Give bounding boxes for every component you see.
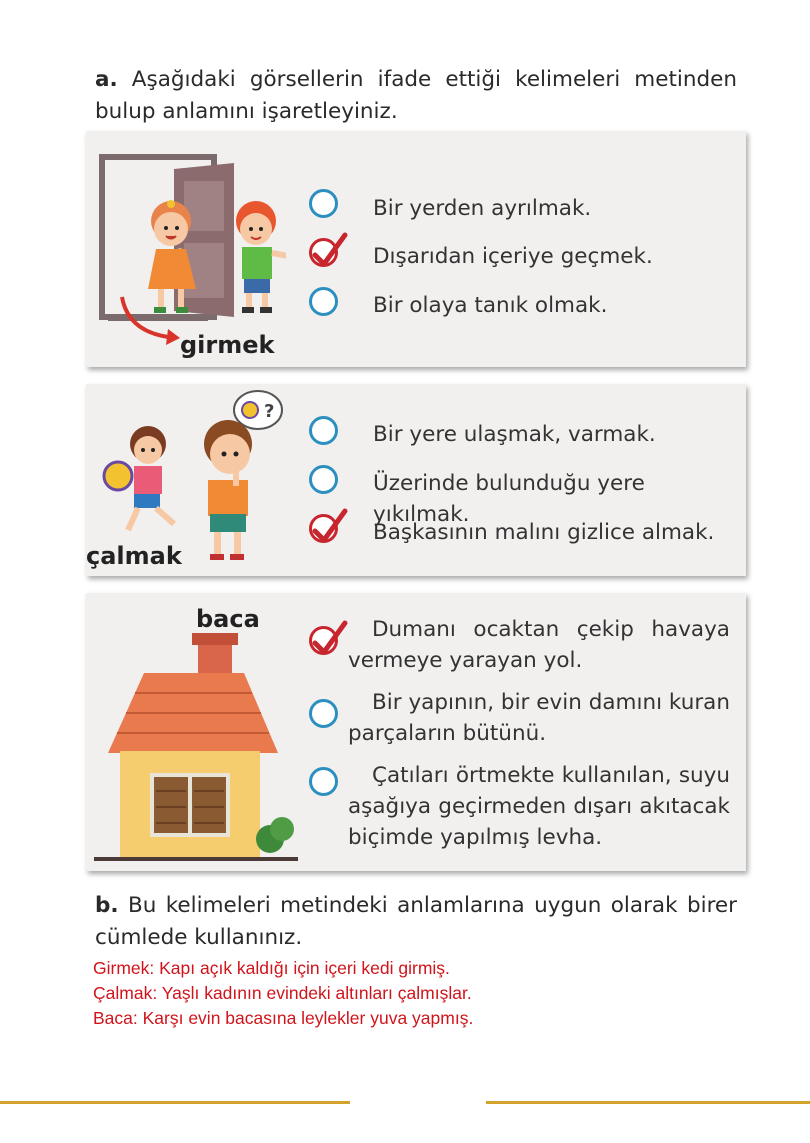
option-radio-checked[interactable] <box>309 238 338 267</box>
instruction-a <box>95 64 737 128</box>
option-radio-checked[interactable] <box>309 626 338 655</box>
card-baca <box>86 593 746 871</box>
option-radio[interactable] <box>309 465 338 494</box>
checkmark-icon <box>309 619 349 659</box>
option-label: Dumanı ocaktan çekip havaya vermeye yarayan yol. <box>348 617 730 673</box>
answer-line: Baca: Karşı evin bacasına leylekler yuva yapmış. <box>93 1008 474 1028</box>
option-radio[interactable] <box>309 767 338 796</box>
option-label: Başkasının malını gizlice almak. <box>373 520 715 545</box>
answer-line: Girmek: Kapı açık kaldığı için içeri kedi girmiş. <box>93 958 450 978</box>
answer-list <box>93 956 473 1031</box>
option-label: Bir olaya tanık olmak. <box>373 293 608 318</box>
house-illustration <box>86 593 306 871</box>
option-label: Bir yere ulaşmak, varmak. <box>373 422 656 447</box>
option-radio[interactable] <box>309 699 338 728</box>
word-girmek: girmek <box>180 331 275 359</box>
question-letter-a: a. <box>95 67 118 92</box>
option-label: Bir yerden ayrılmak. <box>373 196 592 221</box>
card-girmek <box>86 131 746 367</box>
checkmark-icon <box>309 231 349 271</box>
option-radio[interactable] <box>309 189 338 218</box>
instruction-b <box>95 890 737 954</box>
question-letter-b: b. <box>95 893 119 918</box>
card-calmak <box>86 384 746 576</box>
option-radio[interactable] <box>309 287 338 316</box>
option-label: Çatıları örtmekte kullanılan, suyu aşağıya geçirmeden dışarı akıtacak biçimde yapılmış levha. <box>348 763 730 850</box>
bottom-rule-left <box>0 1101 350 1104</box>
checkmark-icon <box>309 507 349 547</box>
word-calmak: çalmak <box>86 542 182 570</box>
word-baca: baca <box>196 605 260 633</box>
instruction-b-text: Bu kelimeleri metindeki anlamlarına uygun olarak birer cümlede kullanınız. <box>95 893 737 950</box>
answer-line: Çalmak: Yaşlı kadının evindeki altınları çalmışlar. <box>93 983 472 1003</box>
option-label: Dışarıdan içeriye geçmek. <box>373 244 653 269</box>
svg-text:?: ? <box>264 401 275 422</box>
option-label: Üzerinde bulunduğu yere yıkılmak. <box>373 471 645 527</box>
instruction-a-text: Aşağıdaki görsellerin ifade ettiği kelimeleri metinden bulup anlamını işaretleyiniz. <box>95 67 737 124</box>
bottom-rule-right <box>486 1101 810 1104</box>
option-label: Bir yapının, bir evin damını kuran parçaların bütünü. <box>348 690 730 746</box>
option-radio[interactable] <box>309 416 338 445</box>
option-radio-checked[interactable] <box>309 514 338 543</box>
